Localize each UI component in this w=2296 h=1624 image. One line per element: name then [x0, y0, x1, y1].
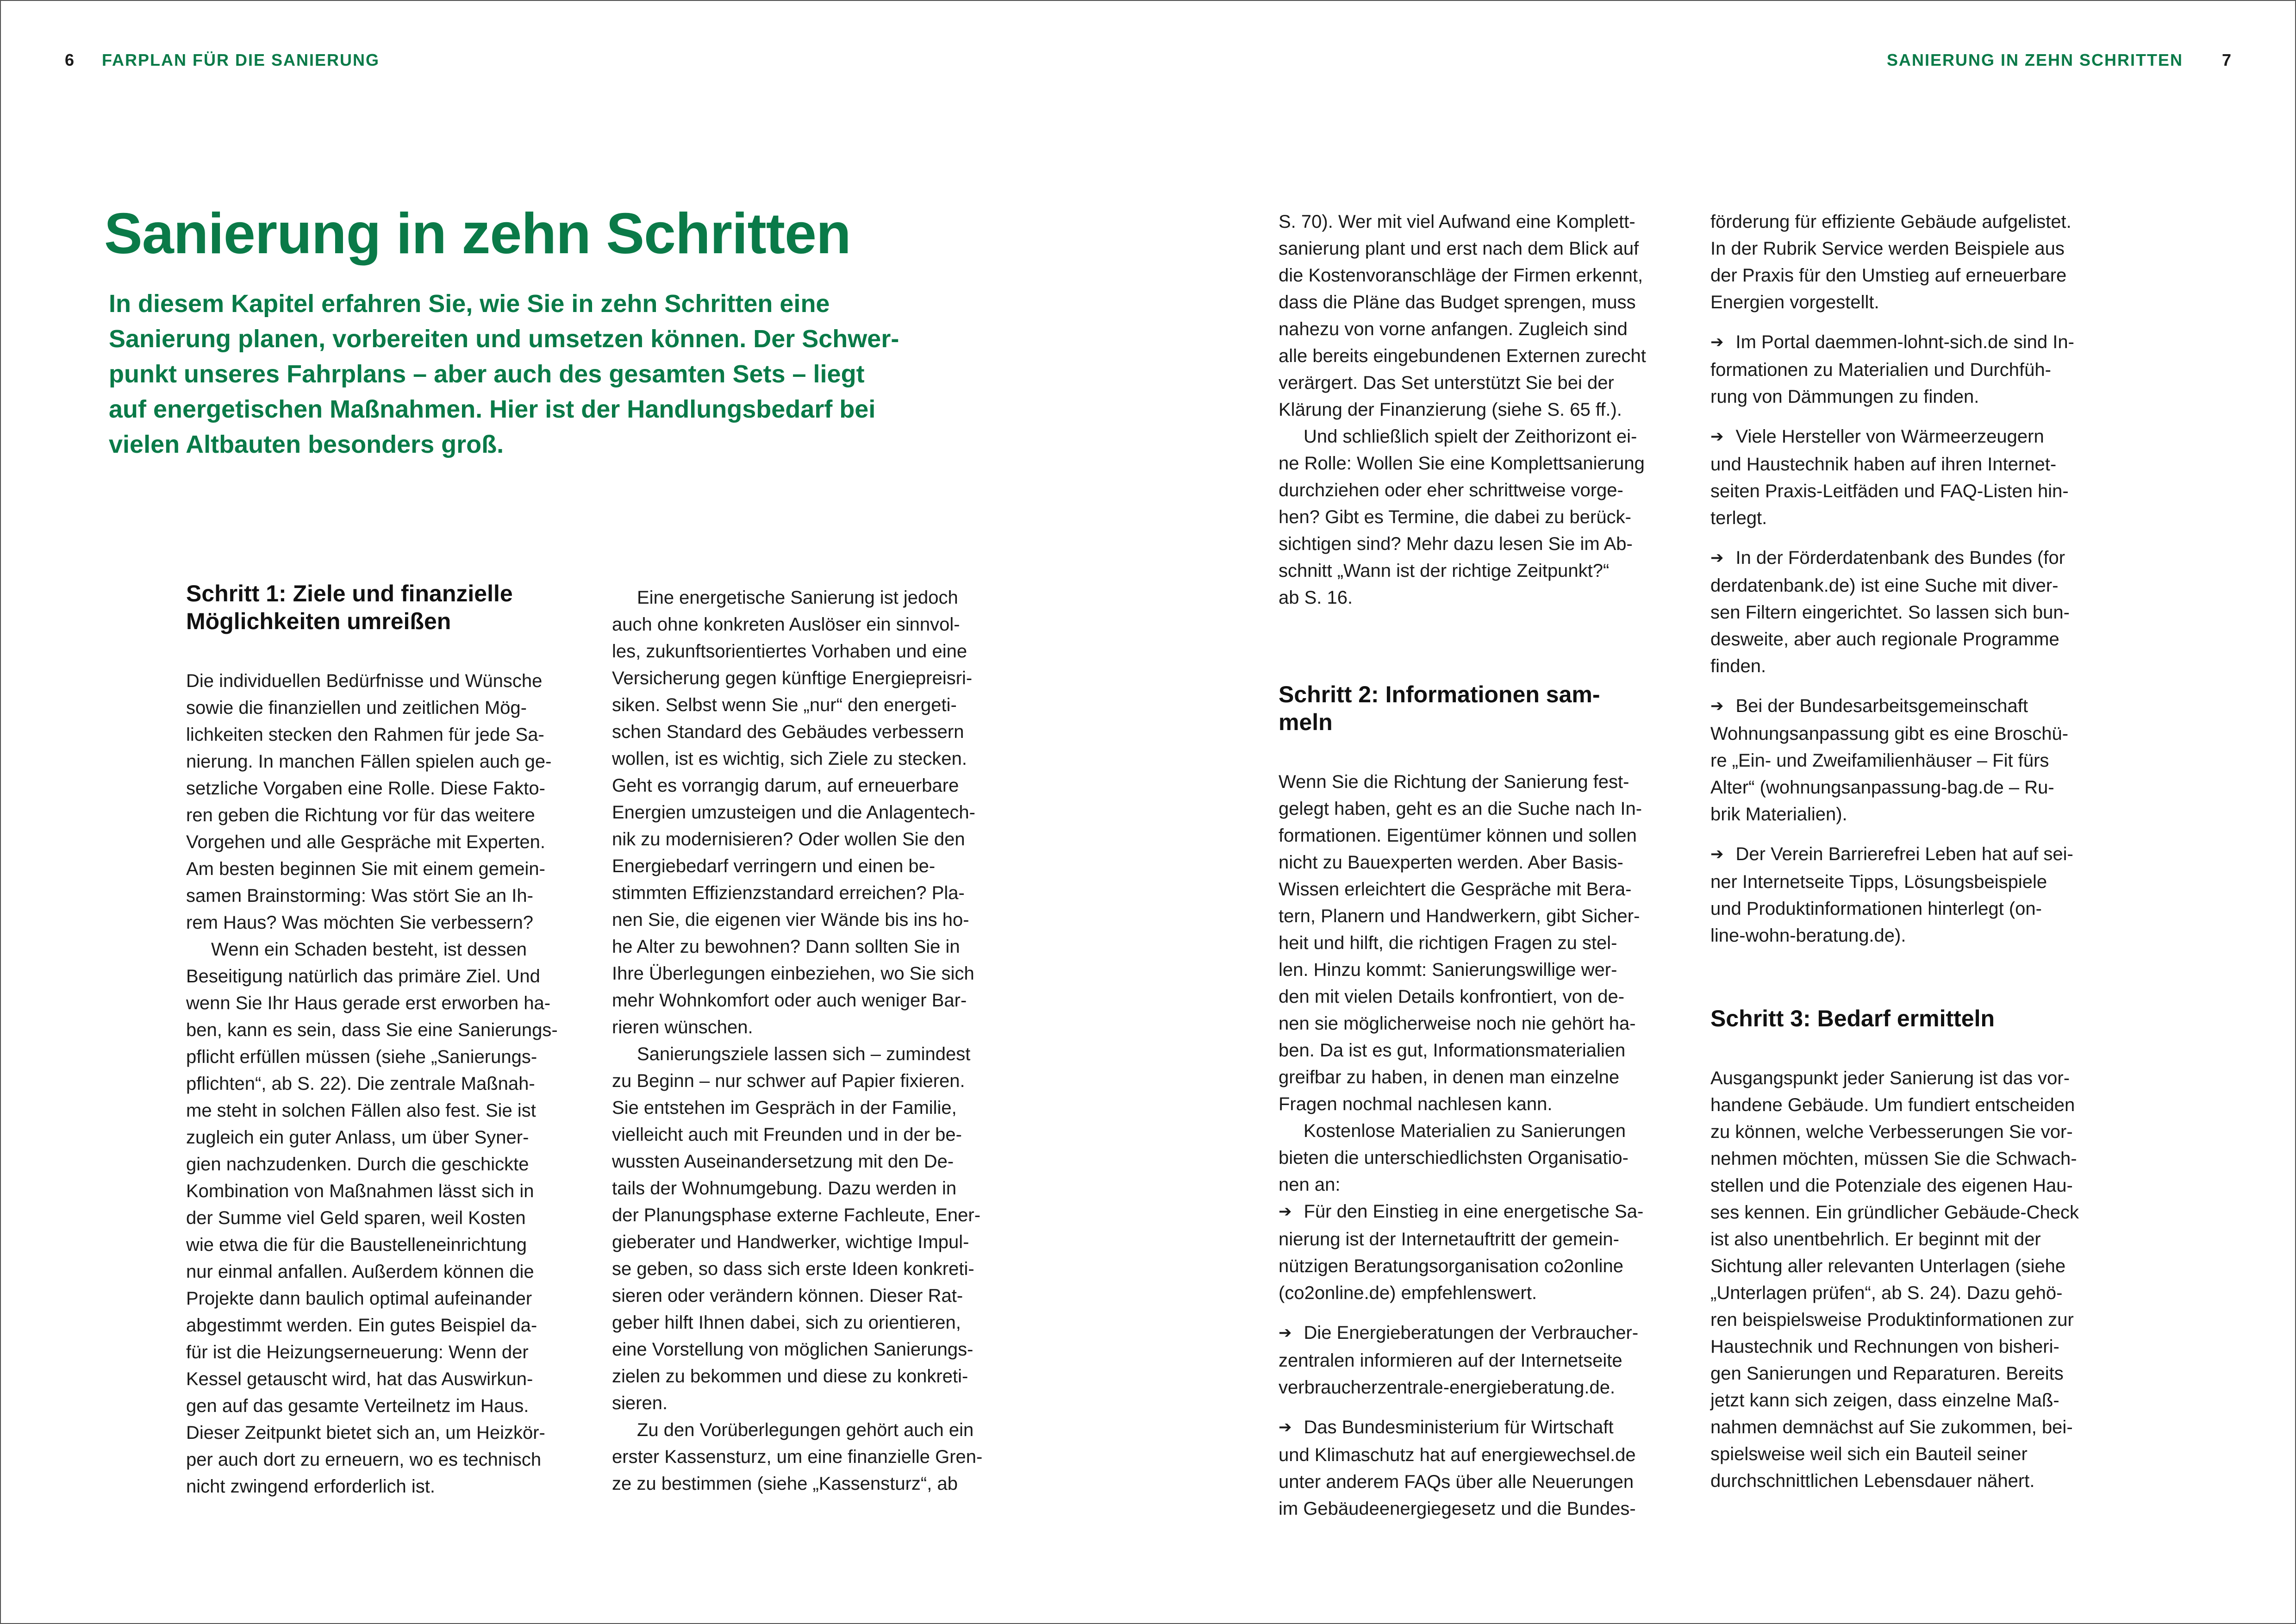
text-line: nahmen demnächst auf Sie zukommen, bei- — [1710, 1417, 2073, 1437]
text-line: und Haustechnik haben auf ihren Internet- — [1710, 454, 2057, 475]
text-line: nicht zwingend erforderlich ist. — [186, 1476, 436, 1497]
text-line: ben. Da ist es gut, Informationsmaterialien — [1279, 1040, 1626, 1061]
text-line: sanierung plant und erst nach dem Blick auf — [1279, 238, 1639, 259]
text-line: he Alter zu bewohnen? Dann sollten Sie in — [612, 937, 960, 957]
text-line: derdatenbank.de) ist eine Suche mit diver- — [1710, 575, 2059, 596]
text-line: alle bereits eingebundenen Externen zurecht — [1279, 346, 1646, 366]
text-line: jetzt kann sich zeigen, dass einzelne Maß- — [1710, 1390, 2059, 1411]
text-line: setzliche Vorgaben eine Rolle. Diese Fakto- — [186, 778, 545, 799]
text-line: Sanierungsziele lassen sich – zumindest — [637, 1044, 971, 1064]
paragraph — [612, 1417, 1019, 1497]
paragraph — [1710, 1065, 2118, 1494]
lead-line: vielen Altbauten besonders groß. — [109, 431, 504, 458]
text-line: vielleicht auch mit Freunden und in der be- — [612, 1124, 962, 1145]
text-line: ne Rolle: Wollen Sie eine Komplettsanierung — [1279, 453, 1645, 474]
text-line: durchziehen oder eher schrittweise vorge- — [1279, 480, 1623, 500]
text-line: ze zu bestimmen (siehe „Kassensturz“, ab — [612, 1474, 958, 1494]
text-line: stimmten Effizienzstandard erreichen? Pla- — [612, 883, 965, 903]
text-line: abgestimmt werden. Ein gutes Beispiel da- — [186, 1315, 537, 1336]
text-line: Energien vorgestellt. — [1710, 292, 1879, 312]
text-line: Am besten beginnen Sie mit einem gemein- — [186, 859, 545, 879]
text-line: Sichtung aller relevanten Unterlagen (siehe — [1710, 1256, 2066, 1276]
page-number-left: 6 — [65, 50, 75, 69]
text-line: im Gebäudeenergiegesetz und die Bundes- — [1279, 1499, 1636, 1519]
paragraph — [1279, 1118, 1686, 1198]
text-line: der Planungsphase externe Fachleute, Ener- — [612, 1205, 981, 1225]
paragraph — [186, 936, 593, 1500]
text-line: förderung für effiziente Gebäude aufgelistet. — [1710, 212, 2071, 232]
running-head-left-title: FARPLAN FÜR DIE SANIERUNG — [102, 50, 380, 69]
text-line: nahezu von vorne anfangen. Zugleich sind — [1279, 319, 1628, 339]
paragraph — [612, 1041, 1019, 1417]
text-line: verärgert. Das Set unterstützt Sie bei der — [1279, 373, 1614, 393]
heading-line: Schritt 2: Informationen sam- — [1279, 681, 1600, 707]
text-line: zu Beginn – nur schwer auf Papier fixieren. — [612, 1071, 965, 1091]
text-line: re „Ein- und Zweifamilienhäuser – Fit fürs — [1710, 750, 2049, 771]
paragraph — [1279, 768, 1686, 1118]
text-line: nen an: — [1279, 1174, 1341, 1195]
step-1-heading — [186, 580, 593, 635]
paragraph — [1279, 208, 1686, 423]
step-2-heading — [1279, 681, 1686, 736]
lead-line: Sanierung planen, vorbereiten und umsetzen können. Der Schwer- — [109, 325, 899, 353]
page-number-right: 7 — [2221, 50, 2232, 69]
paragraph — [1279, 423, 1686, 611]
text-line: Eine energetische Sanierung ist jedoch — [637, 587, 958, 608]
text-line: heit und hilft, die richtigen Fragen zu stel- — [1279, 933, 1617, 953]
text-line: seiten Praxis-Leitfäden und FAQ-Listen hin- — [1710, 481, 2069, 501]
text-line: gen Sanierungen und Reparaturen. Bereits — [1710, 1363, 2064, 1384]
text-line: ab S. 16. — [1279, 587, 1353, 608]
text-line: Dieser Zeitpunkt bietet sich an, um Heizkör- — [186, 1423, 545, 1443]
text-line: erster Kassensturz, um eine finanzielle Gren- — [612, 1447, 983, 1467]
lead-line: punkt unseres Fahrplans – aber auch des gesamten Sets – liegt — [109, 360, 865, 388]
text-line: „Unterlagen prüfen“, ab S. 24). Dazu gehö- — [1710, 1283, 2063, 1303]
text-line: Zu den Vorüberlegungen gehört auch ein — [637, 1420, 974, 1440]
text-line: Alter“ (wohnungsanpassung-bag.de – Ru- — [1710, 777, 2054, 798]
resource-list — [1710, 329, 2118, 949]
text-line: sen Filtern eingerichtet. So lassen sich bun- — [1710, 602, 2070, 623]
column-2 — [612, 584, 1019, 1497]
text-line: Wohnungsanpassung gibt es eine Broschü- — [1710, 724, 2069, 744]
text-line: ben, kann es sein, dass Sie eine Sanierungs- — [186, 1020, 558, 1040]
text-line: S. 70). Wer mit viel Aufwand eine Komplett- — [1279, 212, 1635, 232]
text-line: brik Materialien). — [1710, 804, 1847, 824]
paragraph — [1710, 208, 2118, 316]
text-line: mehr Wohnkomfort oder auch weniger Bar- — [612, 990, 967, 1011]
arrow-bullet-line: ➔ Im Portal daemmen-lohnt-sich.de sind In- — [1710, 329, 2118, 356]
text-line: greifbar zu haben, in denen man einzelne — [1279, 1067, 1620, 1087]
list-item — [1710, 329, 2118, 410]
list-item — [1710, 423, 2118, 531]
text-line: und Produktinformationen hinterlegt (on- — [1710, 899, 2042, 919]
list-item — [1710, 841, 2118, 949]
text-line: für ist die Heizungserneuerung: Wenn der — [186, 1342, 529, 1362]
list-item — [1279, 1319, 1686, 1401]
text-line: nierung ist der Internetauftritt der gemein- — [1279, 1229, 1619, 1249]
text-line: ner Internetseite Tipps, Lösungsbeispiele — [1710, 872, 2047, 892]
text-line: nehmen möchten, müssen Sie die Schwach- — [1710, 1149, 2077, 1169]
lead-line: auf energetischen Maßnahmen. Hier ist der Handlungsbedarf bei — [109, 395, 876, 423]
text-line: bieten die unterschiedlichsten Organisatio- — [1279, 1148, 1628, 1168]
text-line: wie etwa die für die Baustelleneinrichtung — [186, 1235, 527, 1255]
text-line: samen Brainstorming: Was stört Sie an Ih- — [186, 886, 533, 906]
text-line: siken. Selbst wenn Sie „nur“ den energeti- — [612, 695, 957, 715]
text-line: se geben, so dass sich erste Ideen konkreti- — [612, 1259, 974, 1279]
text-line: nur einmal anfallen. Außerdem können die — [186, 1262, 534, 1282]
text-line: desweite, aber auch regionale Programme — [1710, 629, 2059, 650]
text-line: In der Rubrik Service werden Beispiele aus — [1710, 238, 2065, 259]
text-line: Vorgehen und alle Gespräche mit Experten. — [186, 832, 546, 852]
arrow-bullet-line: ➔ Der Verein Barrierefrei Leben hat auf sei- — [1710, 841, 2118, 868]
text-line: Wenn ein Schaden besteht, ist dessen — [211, 939, 527, 960]
text-line: Wenn Sie die Richtung der Sanierung fest- — [1279, 772, 1629, 792]
text-line: schnitt „Wann ist der richtige Zeitpunkt?“ — [1279, 561, 1610, 581]
text-line: wollen, ist es wichtig, sich Ziele zu stecken. — [612, 749, 967, 769]
text-line: Sie entstehen im Gespräch in der Familie, — [612, 1098, 957, 1118]
text-line: Kessel getauscht wird, hat das Auswirkun- — [186, 1369, 533, 1389]
text-line: Klärung der Finanzierung (siehe S. 65 ff.). — [1279, 400, 1622, 420]
column-4 — [1710, 208, 2118, 1494]
text-line: Projekte dann baulich optimal aufeinander — [186, 1288, 532, 1309]
heading-line: Möglichkeiten umreißen — [186, 608, 451, 634]
arrow-bullet-line: ➔ Bei der Bundesarbeitsgemeinschaft — [1710, 693, 2118, 720]
text-line: Beseitigung natürlich das primäre Ziel. Und — [186, 966, 540, 987]
text-line: rieren wünschen. — [612, 1017, 753, 1037]
paragraph — [612, 584, 1019, 1041]
text-line: nierung. In manchen Fällen spielen auch ge- — [186, 751, 552, 772]
column-3 — [1279, 208, 1686, 1522]
text-line: spielsweise weil sich ein Bauteil seiner — [1710, 1444, 2028, 1464]
lead-line: In diesem Kapitel erfahren Sie, wie Sie in zehn Schritten eine — [109, 290, 830, 318]
running-head-right — [1887, 50, 2232, 70]
text-line: sieren oder verändern können. Dieser Rat- — [612, 1286, 963, 1306]
text-line: finden. — [1710, 656, 1766, 676]
text-line: durchschnittlichen Lebensdauer nähert. — [1710, 1471, 2035, 1491]
text-line: nik zu modernisieren? Oder wollen Sie den — [612, 829, 965, 849]
text-line: zugleich ein guter Anlass, um über Syner- — [186, 1127, 529, 1148]
text-line: sowie die finanziellen und zeitlichen Mög- — [186, 698, 527, 718]
text-line: sichtigen sind? Mehr dazu lesen Sie im Ab- — [1279, 534, 1633, 554]
arrow-bullet-line: ➔ Viele Hersteller von Wärmeerzeugern — [1710, 423, 2118, 451]
text-line: gen auf das gesamte Verteilnetz im Haus. — [186, 1396, 529, 1416]
text-line: Haustechnik und Rechnungen von bisheri- — [1710, 1337, 2059, 1357]
chapter-title: Sanierung in zehn Schritten — [104, 202, 851, 266]
text-line: nen sie möglicherweise noch nie gehört ha- — [1279, 1013, 1636, 1034]
text-line: nen Sie, die eigenen vier Wände bis ins ho- — [612, 910, 969, 930]
text-line: der Praxis für den Umstieg auf erneuerbare — [1710, 265, 2067, 286]
text-line: ren geben die Richtung vor für das weitere — [186, 805, 535, 825]
text-line: eine Vorstellung von möglichen Sanierungs- — [612, 1339, 973, 1360]
text-line: Ausgangspunkt jeder Sanierung ist das vor- — [1710, 1068, 2070, 1088]
paragraph — [186, 668, 593, 936]
text-line: per auch dort zu erneuern, wo es technisch — [186, 1449, 542, 1470]
heading-line: meln — [1279, 709, 1333, 735]
text-line: (co2online.de) empfehlenswert. — [1279, 1283, 1537, 1303]
arrow-bullet-line: ➔ Das Bundesministerium für Wirtschaft — [1279, 1414, 1686, 1442]
text-line: auch ohne konkreten Auslöser ein sinnvol- — [612, 614, 960, 635]
heading-line: Schritt 3: Bedarf ermitteln — [1710, 1006, 1995, 1031]
text-line: Energien umzusteigen und die Anlagentech- — [612, 802, 975, 823]
text-line: Fragen nochmal nachlesen kann. — [1279, 1094, 1553, 1114]
running-head-right-title: SANIERUNG IN ZEHN SCHRITTEN — [1886, 50, 2183, 69]
column-1 — [186, 580, 593, 1500]
text-line: nicht zu Bauexperten werden. Aber Basis- — [1279, 852, 1623, 873]
text-line: formationen zu Materialien und Durchfüh- — [1710, 360, 2051, 380]
list-item — [1710, 544, 2118, 680]
text-line: die Kostenvoranschläge der Firmen erkennt, — [1279, 265, 1643, 286]
text-line: Versicherung gegen künftige Energiepreisri- — [612, 668, 973, 688]
text-line: Kostenlose Materialien zu Sanierungen — [1304, 1121, 1626, 1141]
text-line: gien nachzudenken. Durch die geschickte — [186, 1154, 529, 1174]
arrow-bullet-line: ➔ In der Förderdatenbank des Bundes (for — [1710, 544, 2118, 572]
text-line: tern, Planern und Handwerkern, gibt Sicher- — [1279, 906, 1640, 926]
text-line: und Klimaschutz hat auf energiewechsel.de — [1279, 1445, 1636, 1465]
text-line: zentralen informieren auf der Internetseite — [1279, 1350, 1622, 1371]
text-line: sieren. — [612, 1393, 668, 1413]
list-item — [1279, 1414, 1686, 1522]
text-line: den mit vielen Details konfrontiert, von de- — [1279, 987, 1625, 1007]
text-line: pflichten“, ab S. 22). Die zentrale Maßnah- — [186, 1074, 535, 1094]
text-line: terlegt. — [1710, 508, 1767, 528]
arrow-bullet-line: ➔ Für den Einstieg in eine energetische Sa- — [1279, 1198, 1686, 1226]
text-line: ist also unentbehrlich. Er beginnt mit der — [1710, 1229, 2041, 1249]
text-line: ses kennen. Ein gründlicher Gebäude-Check — [1710, 1202, 2079, 1223]
step-3-heading — [1710, 1005, 2118, 1032]
text-line: wussten Auseinandersetzung mit den De- — [612, 1151, 954, 1172]
text-line: schen Standard des Gebäudes verbessern — [612, 722, 964, 742]
text-line: formationen. Eigentümer können und sollen — [1279, 825, 1637, 846]
text-line: lichkeiten stecken den Rahmen für jede Sa- — [186, 725, 544, 745]
text-line: zu können, welche Verbesserungen Sie vor- — [1710, 1122, 2073, 1142]
text-line: geber hilft Ihnen dabei, sich zu orientieren, — [612, 1312, 961, 1333]
text-line: line-wohn-beratung.de). — [1710, 925, 1906, 946]
text-line: les, zukunftsorientiertes Vorhaben und eine — [612, 641, 967, 662]
text-line: Wissen erleichtert die Gespräche mit Bera- — [1279, 879, 1632, 899]
text-line: pflicht erfüllen müssen (siehe „Sanierungs- — [186, 1047, 537, 1067]
text-line: unter anderem FAQs über alle Neuerungen — [1279, 1472, 1634, 1492]
text-line: gelegt haben, geht es an die Suche nach In- — [1279, 799, 1642, 819]
text-line: tails der Wohnumgebung. Dazu werden in — [612, 1178, 957, 1199]
text-line: len. Hinzu kommt: Sanierungswillige wer- — [1279, 960, 1617, 980]
running-head-left — [65, 50, 380, 70]
text-line: wenn Sie Ihr Haus gerade erst erworben ha- — [186, 993, 551, 1013]
text-line: ren beispielsweise Produktinformationen zur — [1710, 1310, 2074, 1330]
text-line: Und schließlich spielt der Zeithorizont ei- — [1304, 426, 1637, 447]
text-line: zielen zu bekommen und diese zu konkreti- — [612, 1366, 968, 1387]
list-item — [1279, 1198, 1686, 1306]
text-line: der Summe viel Geld sparen, weil Kosten — [186, 1208, 526, 1228]
text-line: dass die Pläne das Budget sprengen, muss — [1279, 292, 1636, 312]
resource-list — [1279, 1198, 1686, 1522]
list-item — [1710, 693, 2118, 828]
text-line: handene Gebäude. Um fundiert entscheiden — [1710, 1095, 2075, 1115]
text-line: Kombination von Maßnahmen lässt sich in — [186, 1181, 534, 1201]
text-line: gieberater und Handwerker, wichtige Impul- — [612, 1232, 969, 1252]
text-line: Ihre Überlegungen einbeziehen, wo Sie sich — [612, 963, 974, 984]
text-line: Energiebedarf verringern und einen be- — [612, 856, 936, 876]
text-line: verbraucherzentrale-energieberatung.de. — [1279, 1377, 1616, 1398]
text-line: rem Haus? Was möchten Sie verbessern? — [186, 912, 533, 933]
text-line: me steht in solchen Fällen also fest. Sie ist — [186, 1100, 536, 1121]
text-line: Die individuellen Bedürfnisse und Wünsche — [186, 671, 543, 691]
chapter-lead — [109, 286, 942, 462]
text-line: stellen und die Potenziale des eigenen Hau- — [1710, 1175, 2073, 1196]
text-line: rung von Dämmungen zu finden. — [1710, 387, 1979, 407]
text-line: nützigen Beratungsorganisation co2online — [1279, 1256, 1623, 1276]
text-line: hen? Gibt es Termine, die dabei zu berück- — [1279, 507, 1631, 527]
text-line: Geht es vorrangig darum, auf erneuerbare — [612, 775, 959, 796]
heading-line: Schritt 1: Ziele und finanzielle — [186, 581, 513, 606]
arrow-bullet-line: ➔ Die Energieberatungen der Verbraucher- — [1279, 1319, 1686, 1347]
